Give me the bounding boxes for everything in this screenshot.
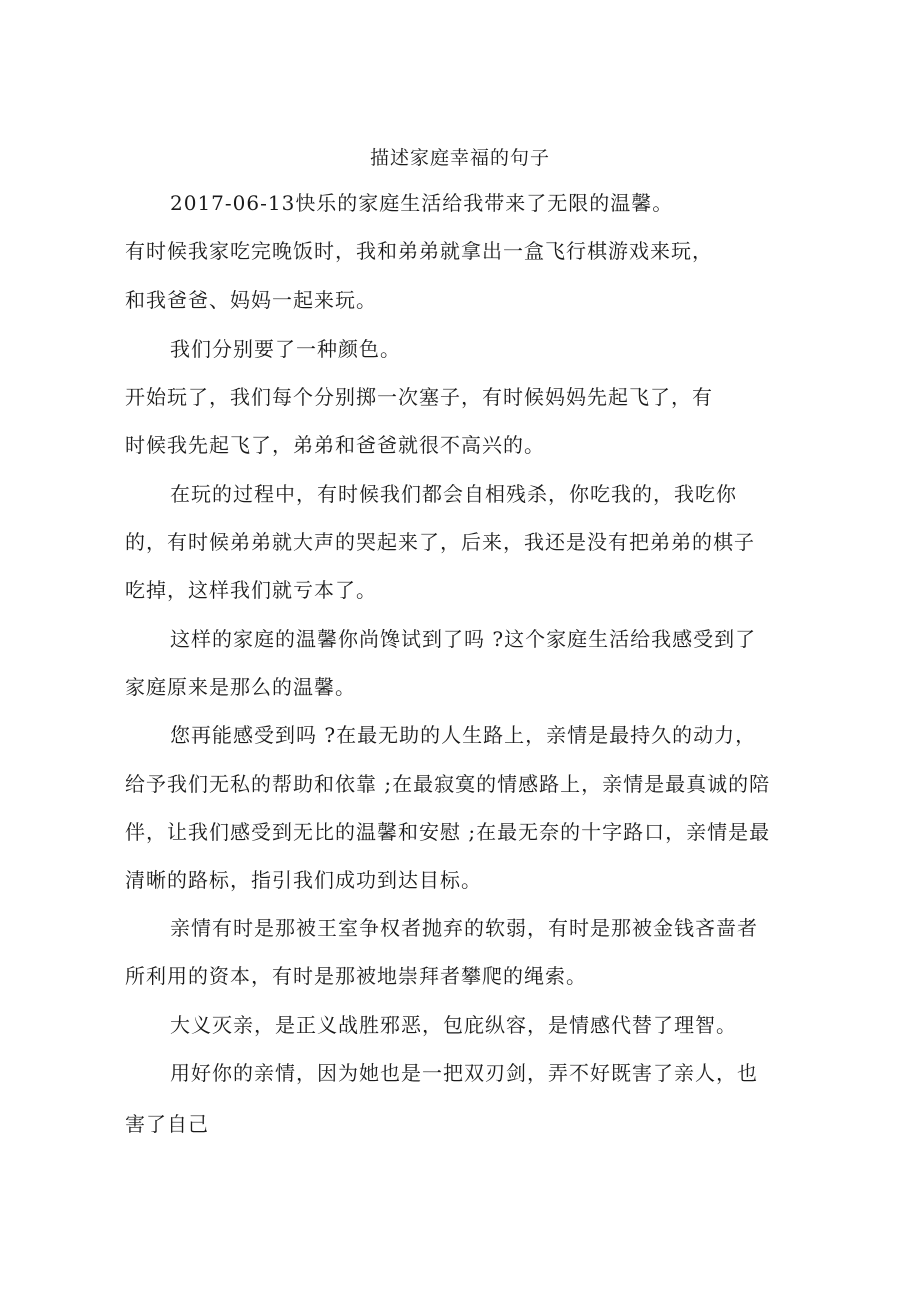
text-line: 吃掉，这样我们就亏本了。	[125, 578, 377, 602]
text-line: 害了自己	[125, 1112, 209, 1136]
text-line: 时候我先起飞了，弟弟和爸爸就很不高兴的。	[125, 433, 545, 457]
text-line: 家庭原来是那么的温馨。	[125, 675, 356, 699]
text-line: 和我爸爸、妈妈一起来玩。	[125, 288, 377, 312]
text-line: 这样的家庭的温馨你尚馋试到了吗 ?这个家庭生活给我感受到了	[170, 627, 757, 651]
text-line: 伴，让我们感受到无比的温馨和安慰 ;在最无奈的十字路口，亲情是最	[125, 820, 771, 844]
text-line: 我们分别要了一种颜色。	[170, 337, 401, 361]
text-line: 您再能感受到吗 ?在最无助的人生路上，亲情是最持久的动力，	[170, 723, 757, 747]
text-line: 有时候我家吃完晚饭时，我和弟弟就拿出一盒飞行棋游戏来玩，	[125, 239, 713, 263]
text-line: 在玩的过程中，有时候我们都会自相残杀，你吃我的，我吃你	[170, 482, 737, 506]
text-line: 给予我们无私的帮助和依靠 ;在最寂寞的情感路上，亲情是最真诚的陪	[125, 772, 771, 796]
text-line: 2017-06-13快乐的家庭生活给我带来了无限的温馨。	[170, 191, 674, 215]
text-line: 清晰的路标，指引我们成功到达目标。	[125, 868, 482, 892]
text-line: 亲情有时是那被王室争权者抛弃的软弱，有时是那被金钱吝啬者	[170, 916, 758, 940]
text-line: 大义灭亲，是正义战胜邪恶，包庇纵容，是情感代替了理智。	[170, 1013, 737, 1037]
text-line: 开始玩了，我们每个分别掷一次塞子，有时候妈妈先起飞了，有	[125, 385, 713, 409]
text-line: 所利用的资本，有时是那被地崇拜者攀爬的绳索。	[125, 964, 587, 988]
document-title: 描述家庭幸福的句子	[369, 147, 550, 169]
text-line: 用好你的亲情，因为她也是一把双刃剑，弄不好既害了亲人，也	[170, 1061, 758, 1085]
text-line: 的，有时候弟弟就大声的哭起来了，后来，我还是没有把弟弟的棋子	[125, 530, 755, 554]
